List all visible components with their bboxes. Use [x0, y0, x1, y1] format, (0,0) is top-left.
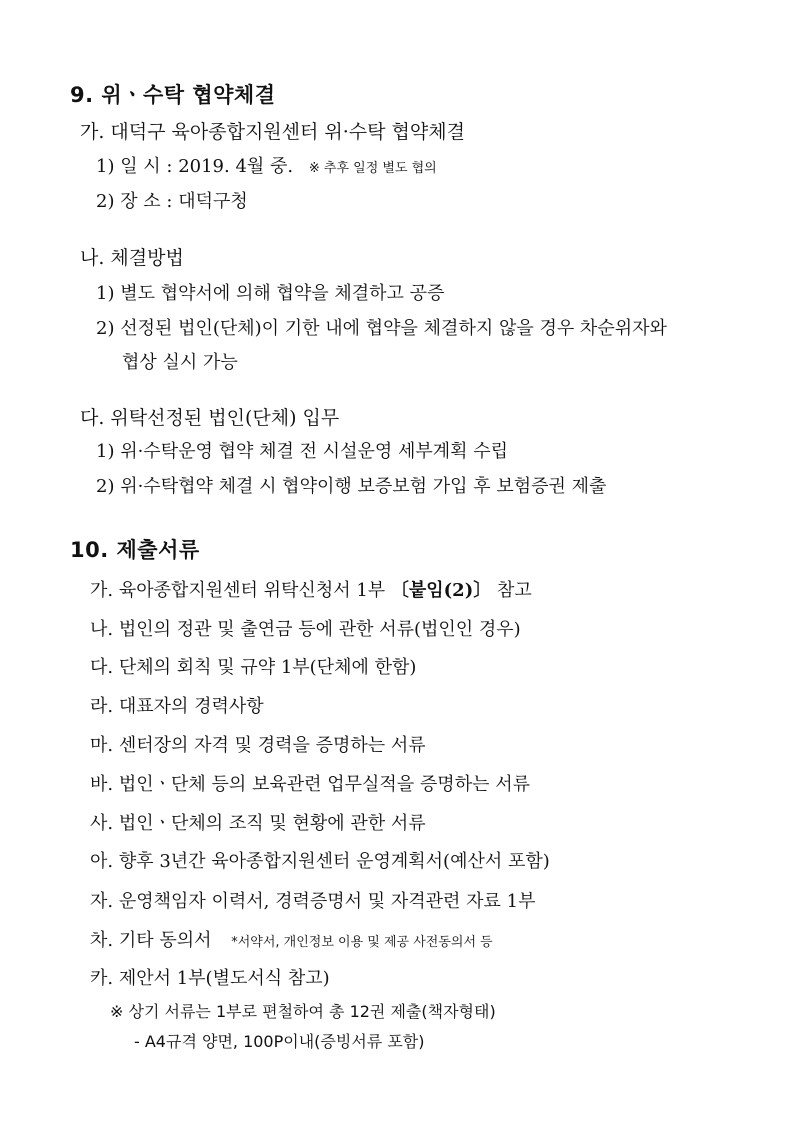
section-9-na-item-1: 1) 별도 협약서에 의해 협약을 체결하고 공증 — [96, 283, 445, 304]
section-10-item-ka: 카. 제안서 1부(별도서식 참고) — [90, 968, 330, 989]
section-10-title: 10. 제출서류 — [70, 538, 200, 562]
item-text-tail: 참고 — [491, 580, 532, 601]
remark-subnote: - A4규격 양면, 100P이내(증빙서류 포함) — [134, 1032, 425, 1051]
section-10-item-da: 다. 단체의 회칙 및 규약 1부(단체에 한함) — [90, 657, 417, 678]
item-text: 가. 육아종합지원센터 위탁신청서 1부 — [90, 580, 391, 601]
section-10-item-ma: 마. 센터장의 자격 및 경력을 증명하는 서류 — [90, 735, 426, 756]
item-note: ※ 추후 일정 별도 협의 — [308, 161, 437, 176]
section-9-ga-item-2: 2) 장 소 : 대덕구청 — [96, 191, 248, 212]
section-9-na-item-2b: 협상 실시 가능 — [122, 352, 238, 373]
section-10-item-na: 나. 법인의 정관 및 출연금 등에 관한 서류(법인인 경우) — [90, 619, 521, 640]
section-10-item-ba: 바. 법인ㆍ단체 등의 보육관련 업무실적을 증명하는 서류 — [90, 774, 530, 795]
section-9-ga-item-1 — [96, 158, 437, 176]
section-10-item-ga — [90, 582, 532, 600]
section-10-item-a: 아. 향후 3년간 육아종합지원센터 운영계획서(예산서 포함) — [90, 851, 550, 872]
section-9-da-item-1: 1) 위·수탁운영 협약 체결 전 시설운영 세부계획 수립 — [96, 441, 509, 462]
section-9-da-item-2: 2) 위·수탁협약 체결 시 협약이행 보증보험 가입 후 보험증권 제출 — [96, 476, 607, 497]
remark-note: ※ 상기 서류는 1부로 편철하여 총 12권 제출(책자형태) — [110, 1002, 496, 1021]
section-9-ga-heading: 가. 대덕구 육아종합지원센터 위·수탁 협약체결 — [80, 121, 465, 143]
section-9-na-heading: 나. 체결방법 — [80, 247, 184, 269]
section-10-item-ja: 자. 운영책임자 이력서, 경력증명서 및 자격관련 자료 1부 — [90, 891, 536, 912]
item-note: *서약서, 개인정보 이용 및 제공 사전동의서 등 — [231, 935, 493, 950]
attachment-ref: 〔붙임(2)〕 — [390, 580, 492, 601]
item-text: 1) 일 시 : 2019. 4월 중. — [96, 156, 294, 177]
section-9-da-heading: 다. 위탁선정된 법인(단체) 입무 — [80, 407, 340, 429]
section-9-title: 9. 위ㆍ수탁 협약체결 — [70, 83, 276, 107]
section-9-na-item-2a: 2) 선정된 법인(단체)이 기한 내에 협약을 체결하지 않을 경우 차순위자와 — [96, 318, 667, 339]
section-10-item-ra: 라. 대표자의 경력사항 — [90, 696, 264, 717]
item-text: 차. 기타 동의서 — [90, 930, 212, 951]
section-10-item-cha — [90, 932, 493, 950]
section-10-item-sa: 사. 법인ㆍ단체의 조직 및 현황에 관한 서류 — [90, 813, 426, 834]
